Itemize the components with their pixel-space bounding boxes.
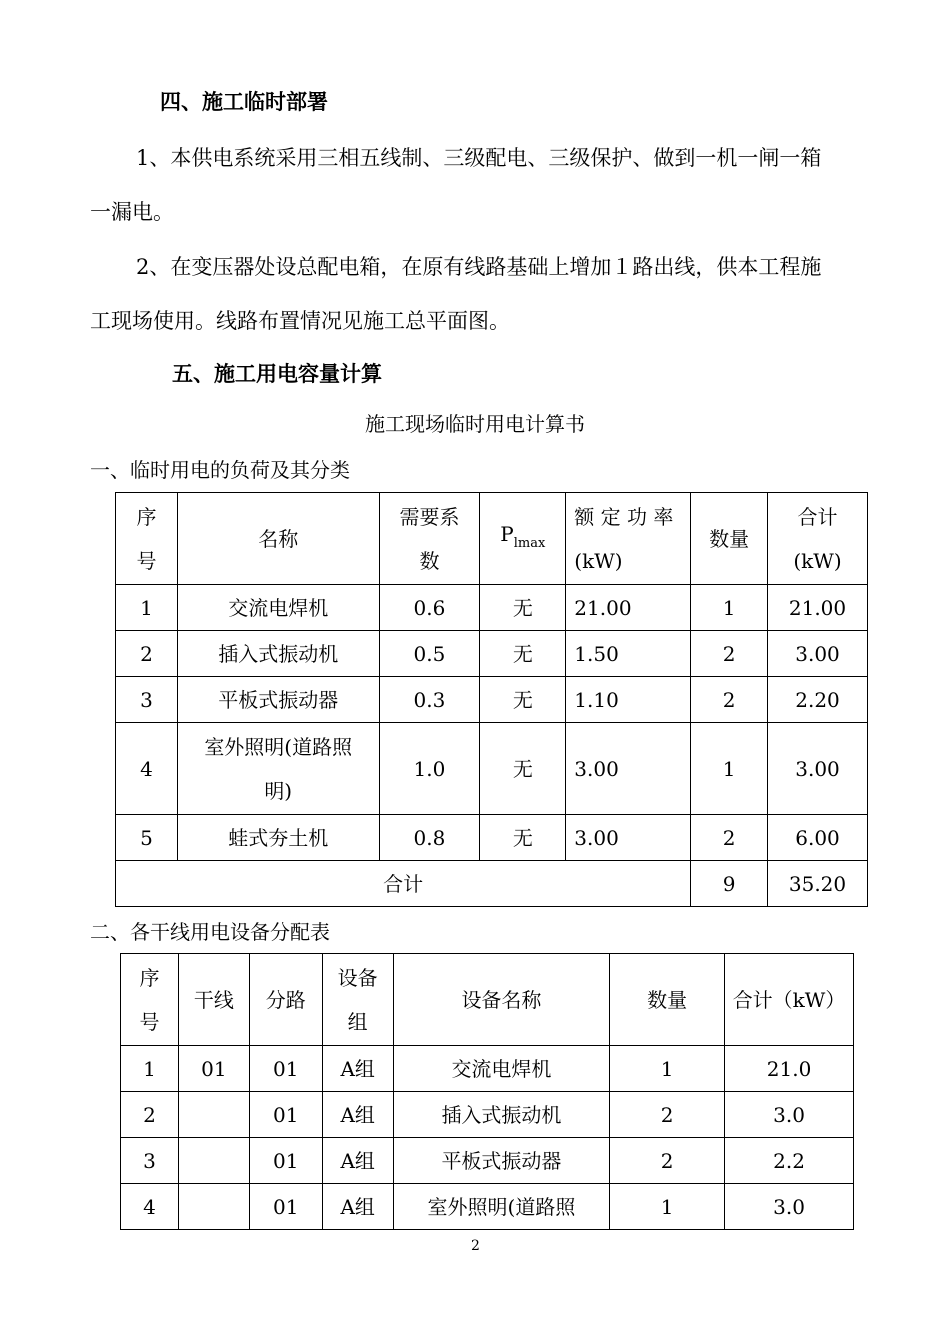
cell-rated: 1.50 bbox=[566, 631, 691, 677]
cell-qty: 1 bbox=[610, 1046, 725, 1092]
cell-seq: 1 bbox=[121, 1046, 179, 1092]
cell-group: A组 bbox=[322, 1046, 393, 1092]
paragraph-1-line-2: 一漏电。 bbox=[90, 200, 174, 224]
header-branch: 分路 bbox=[249, 954, 322, 1046]
table-row bbox=[116, 677, 868, 723]
cell-plmax: 无 bbox=[480, 677, 566, 723]
cell-plmax: 无 bbox=[480, 723, 566, 815]
cell-seq: 5 bbox=[116, 815, 178, 861]
cell-qty: 2 bbox=[610, 1138, 725, 1184]
cell-rated: 1.10 bbox=[566, 677, 691, 723]
load-table bbox=[115, 492, 868, 907]
paragraph-1-line-1: 1、本供电系统采用三相五线制、三级配电、三级保护、做到一机一闸一箱 bbox=[136, 146, 822, 170]
heading-section-5: 五、施工用电容量计算 bbox=[172, 362, 382, 386]
table-header-row bbox=[121, 954, 854, 1046]
cell-branch: 01 bbox=[249, 1138, 322, 1184]
cell-sum-total: 35.20 bbox=[768, 861, 868, 907]
cell-coef: 0.5 bbox=[379, 631, 480, 677]
paragraph-2-line-1: 2、在变压器处设总配电箱，在原有线路基础上增加１路出线，供本工程施 bbox=[136, 255, 822, 279]
section-1-title: 一、临时用电的负荷及其分类 bbox=[90, 458, 350, 482]
distribution-table bbox=[120, 953, 854, 1230]
header-qty: 数量 bbox=[610, 954, 725, 1046]
cell-trunk bbox=[178, 1184, 249, 1230]
cell-plmax: 无 bbox=[480, 631, 566, 677]
table-header-row bbox=[116, 493, 868, 585]
cell-total: 2.2 bbox=[725, 1138, 854, 1184]
cell-qty: 1 bbox=[691, 723, 768, 815]
header-seq: 序 号 bbox=[121, 954, 179, 1046]
cell-group: A组 bbox=[322, 1092, 393, 1138]
cell-total: 21.00 bbox=[768, 585, 868, 631]
header-qty: 数量 bbox=[691, 493, 768, 585]
header-rated-power: 额 定 功 率 (kW) bbox=[566, 493, 691, 585]
cell-sum-qty: 9 bbox=[691, 861, 768, 907]
table-row bbox=[121, 1046, 854, 1092]
cell-qty: 2 bbox=[691, 631, 768, 677]
cell-seq: 2 bbox=[116, 631, 178, 677]
header-trunk: 干线 bbox=[178, 954, 249, 1046]
cell-trunk: 01 bbox=[178, 1046, 249, 1092]
cell-total: 3.0 bbox=[725, 1092, 854, 1138]
table-row bbox=[121, 1138, 854, 1184]
cell-trunk bbox=[178, 1092, 249, 1138]
table-row bbox=[121, 1092, 854, 1138]
section-2-title: 二、各干线用电设备分配表 bbox=[90, 920, 330, 944]
cell-coef: 1.0 bbox=[379, 723, 480, 815]
cell-trunk bbox=[178, 1138, 249, 1184]
cell-qty: 2 bbox=[691, 677, 768, 723]
heading-section-4: 四、施工临时部署 bbox=[160, 90, 328, 114]
cell-seq: 4 bbox=[116, 723, 178, 815]
cell-plmax: 无 bbox=[480, 815, 566, 861]
cell-branch: 01 bbox=[249, 1046, 322, 1092]
cell-name: 交流电焊机 bbox=[177, 585, 379, 631]
header-plmax: $P_{lmax}$ bbox=[480, 493, 566, 585]
cell-name: 室外照明(道路照 明) bbox=[177, 723, 379, 815]
cell-qty: 1 bbox=[691, 585, 768, 631]
cell-coef: 0.8 bbox=[379, 815, 480, 861]
table-row bbox=[116, 815, 868, 861]
cell-name: 平板式振动器 bbox=[177, 677, 379, 723]
cell-seq: 4 bbox=[121, 1184, 179, 1230]
cell-qty: 2 bbox=[691, 815, 768, 861]
header-name: 名称 bbox=[177, 493, 379, 585]
cell-sum-label: 合计 bbox=[116, 861, 691, 907]
cell-seq: 2 bbox=[121, 1092, 179, 1138]
cell-rated: 3.00 bbox=[566, 723, 691, 815]
cell-plmax: 无 bbox=[480, 585, 566, 631]
cell-coef: 0.6 bbox=[379, 585, 480, 631]
cell-group: A组 bbox=[322, 1184, 393, 1230]
cell-total: 3.00 bbox=[768, 631, 868, 677]
header-group: 设备 组 bbox=[322, 954, 393, 1046]
cell-total: 3.0 bbox=[725, 1184, 854, 1230]
cell-total: 3.00 bbox=[768, 723, 868, 815]
table-sum-row bbox=[116, 861, 868, 907]
cell-device-name: 插入式振动机 bbox=[393, 1092, 610, 1138]
cell-name: 插入式振动机 bbox=[177, 631, 379, 677]
cell-branch: 01 bbox=[249, 1092, 322, 1138]
cell-branch: 01 bbox=[249, 1184, 322, 1230]
header-device-name: 设备名称 bbox=[393, 954, 610, 1046]
cell-total: 21.0 bbox=[725, 1046, 854, 1092]
table-row bbox=[116, 723, 868, 815]
cell-group: A组 bbox=[322, 1138, 393, 1184]
cell-qty: 2 bbox=[610, 1092, 725, 1138]
cell-coef: 0.3 bbox=[379, 677, 480, 723]
cell-seq: 3 bbox=[116, 677, 178, 723]
table-row bbox=[121, 1184, 854, 1230]
cell-device-name: 平板式振动器 bbox=[393, 1138, 610, 1184]
book-title: 施工现场临时用电计算书 bbox=[365, 412, 585, 436]
header-seq: 序 号 bbox=[116, 493, 178, 585]
cell-total: 6.00 bbox=[768, 815, 868, 861]
cell-device-name: 室外照明(道路照 bbox=[393, 1184, 610, 1230]
page-number: 2 bbox=[471, 1238, 480, 1254]
table-row bbox=[116, 585, 868, 631]
cell-device-name: 交流电焊机 bbox=[393, 1046, 610, 1092]
cell-seq: 3 bbox=[121, 1138, 179, 1184]
header-demand-coef: 需要系 数 bbox=[379, 493, 480, 585]
cell-rated: 21.00 bbox=[566, 585, 691, 631]
cell-qty: 1 bbox=[610, 1184, 725, 1230]
cell-rated: 3.00 bbox=[566, 815, 691, 861]
cell-total: 2.20 bbox=[768, 677, 868, 723]
table-row bbox=[116, 631, 868, 677]
header-total: 合计（kW） bbox=[725, 954, 854, 1046]
header-total: 合计 (kW) bbox=[768, 493, 868, 585]
cell-seq: 1 bbox=[116, 585, 178, 631]
paragraph-2-line-2: 工现场使用。线路布置情况见施工总平面图。 bbox=[90, 309, 510, 333]
cell-name: 蛙式夯土机 bbox=[177, 815, 379, 861]
